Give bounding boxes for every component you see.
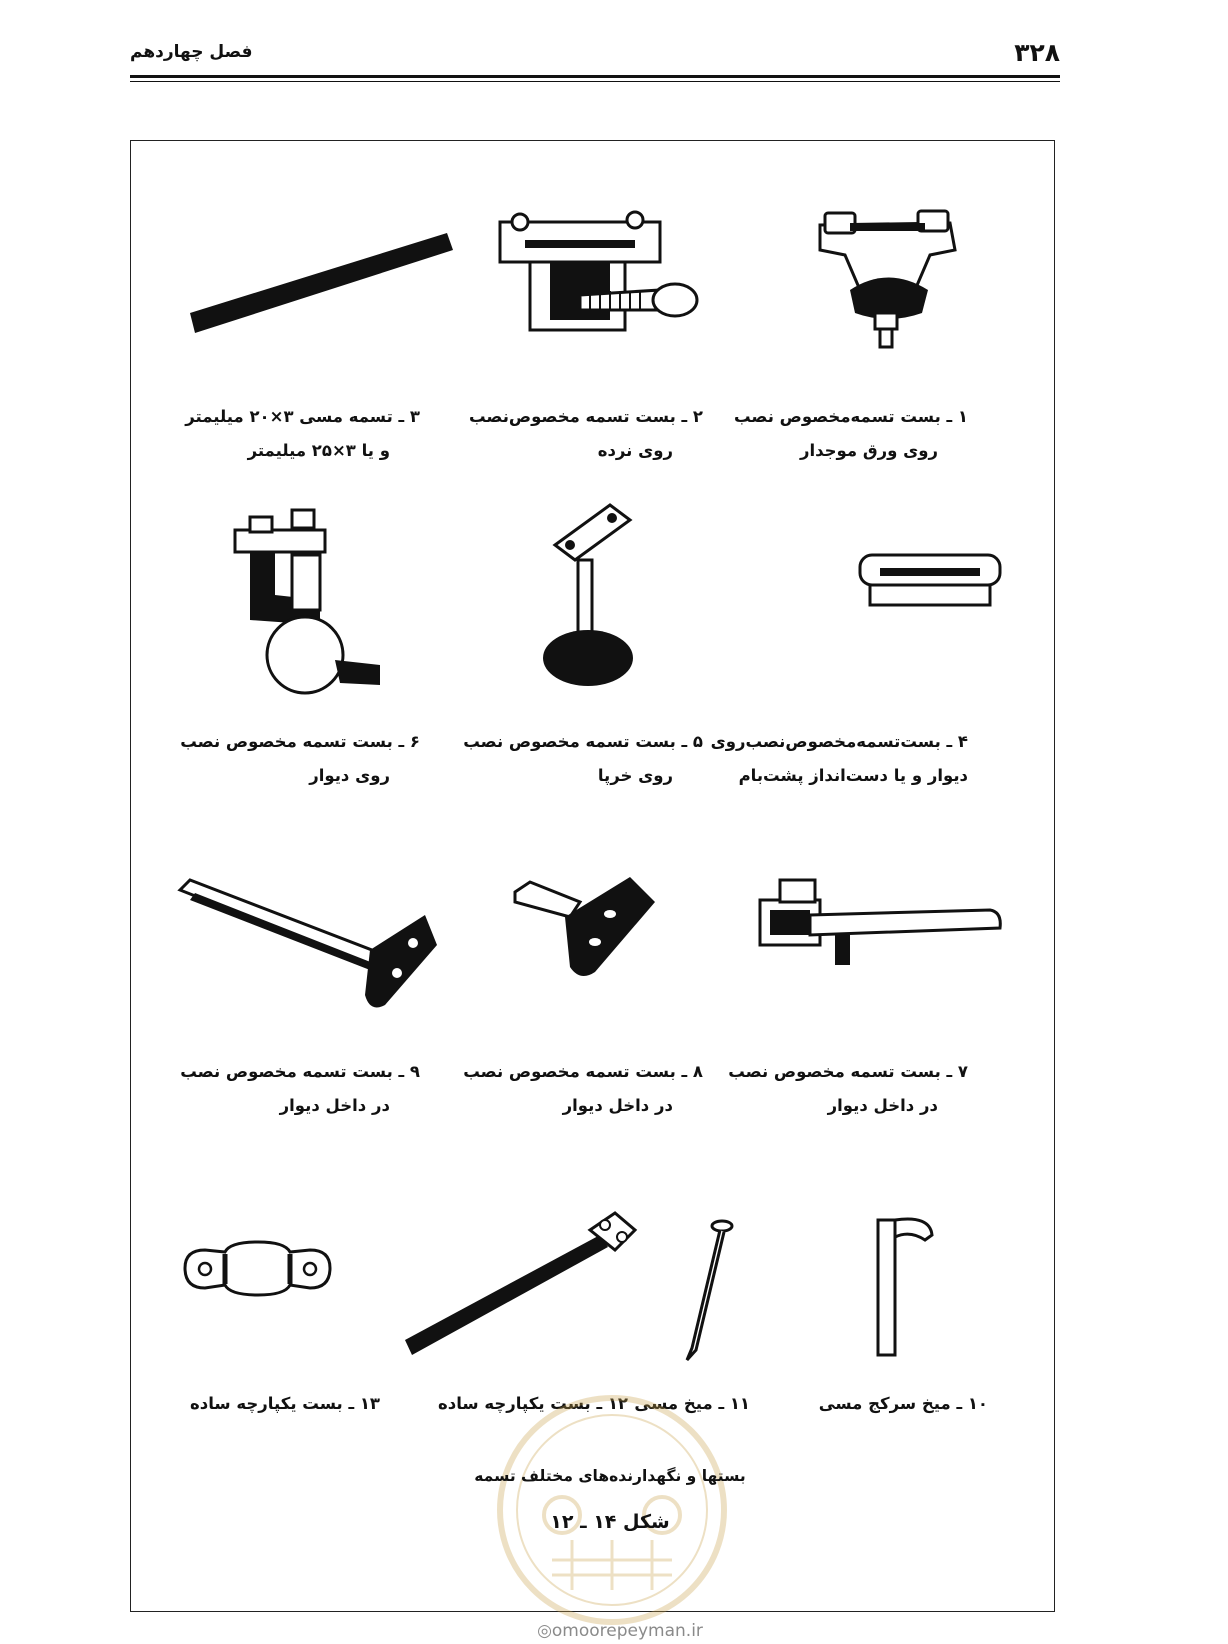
one-piece-clamp-12-illustration xyxy=(400,1205,640,1360)
copper-nail-illustration xyxy=(682,1218,732,1363)
caption-12: ۱۲ ـ بست یکپارچه ساده xyxy=(438,1394,628,1413)
truss-clamp-illustration xyxy=(540,500,640,690)
wall-mount-clamp-illustration xyxy=(230,505,385,695)
watermark-site-text: ◎omoorepeyman.ir xyxy=(537,1621,703,1641)
caption-9: ۹ ـ بست تسمه مخصوص نصب در داخل دیوار xyxy=(180,1062,420,1115)
page-number: ۳۲۸ xyxy=(1014,38,1060,67)
caption-13: ۱۳ ـ بست یکپارچه ساده xyxy=(190,1394,380,1413)
in-wall-clamp-9-illustration xyxy=(175,875,440,1015)
in-wall-clamp-7-illustration xyxy=(750,870,1010,970)
caption-11: ۱۱ ـ میخ مسی xyxy=(634,1394,750,1413)
figure-number: شکل ۱۴ ـ ۱۲ xyxy=(550,1511,670,1533)
caption-6: ۶ ـ بست تسمه مخصوص نصب روی دیوار xyxy=(180,732,420,785)
one-piece-clamp-13-illustration xyxy=(180,1240,335,1300)
figure-title: بستها و نگهدارنده‌های مختلف تسمه xyxy=(474,1467,746,1485)
corrugated-sheet-clamp-illustration xyxy=(810,195,965,360)
caption-2: ۲ ـ بست تسمه مخصوص‌نصب روی نرده xyxy=(468,407,703,460)
caption-10: ۱۰ ـ میخ سرکج مسی xyxy=(818,1394,988,1413)
header-rule-thin xyxy=(130,81,1060,82)
page-header xyxy=(130,38,1060,78)
caption-7: ۷ ـ بست تسمه مخصوص نصب در داخل دیوار xyxy=(728,1062,968,1115)
caption-4: ۴ ـ بست‌تسمه‌مخصوص‌نصب‌روی دیوار و یا دست‌انداز پشت‌بام xyxy=(710,732,968,785)
hooked-copper-nail-illustration xyxy=(870,1215,940,1365)
railing-clamp-illustration xyxy=(495,210,710,340)
in-wall-clamp-8-illustration xyxy=(510,872,660,987)
chapter-title: فصل چهاردهم xyxy=(130,42,253,62)
header-rule-thick xyxy=(130,75,1060,78)
copper-strip-illustration xyxy=(185,228,455,343)
wall-parapet-clamp-illustration xyxy=(855,550,1005,612)
watermark-seal-image xyxy=(492,1390,732,1630)
caption-5: ۵ ـ بست تسمه مخصوص نصب روی خرپا xyxy=(463,732,703,785)
caption-8: ۸ ـ بست تسمه مخصوص نصب در داخل دیوار xyxy=(463,1062,703,1115)
caption-3: ۳ ـ تسمه مسی ۳×۲۰ میلیمتر و یا ۳×۲۵ میلیمتر xyxy=(185,407,420,460)
globe-icon: ◎ xyxy=(537,1621,552,1641)
caption-1: ۱ ـ بست تسمه‌مخصوص نصب روی ورق موجدار xyxy=(733,407,968,460)
